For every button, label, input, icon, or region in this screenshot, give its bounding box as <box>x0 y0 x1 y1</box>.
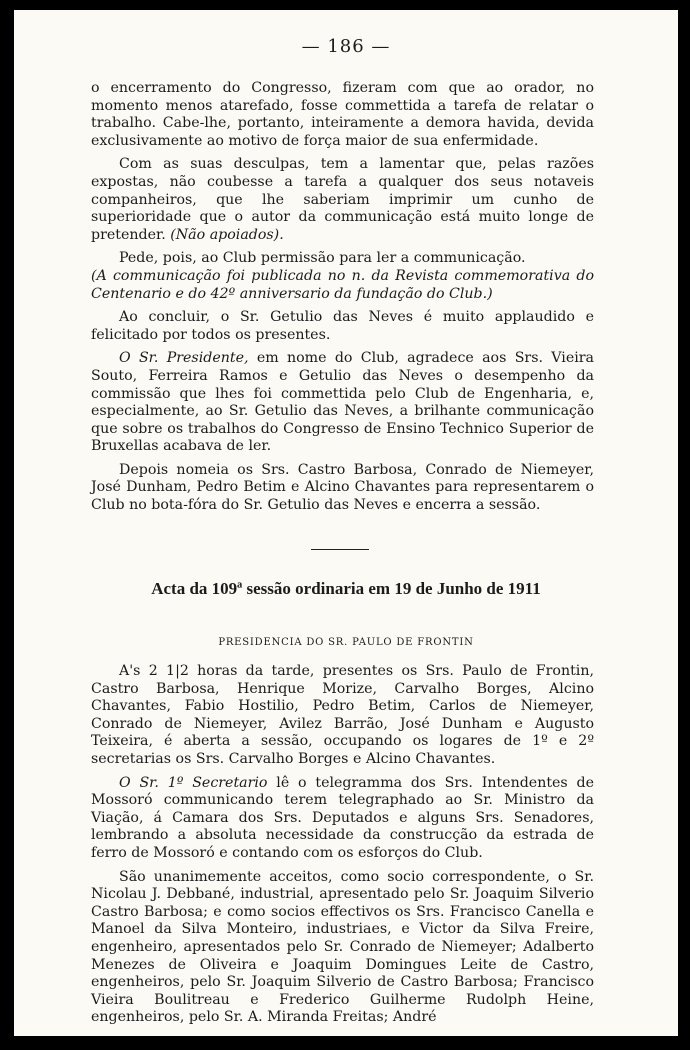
page-number: — 186 — <box>301 36 391 57</box>
section-previous-session <box>91 80 594 515</box>
speaker-name: O Sr. Presidente, <box>119 350 249 367</box>
paragraph <box>91 350 594 456</box>
italic-remark: (A communicação foi publicada no n. da Revista commemorativa do Centenario e do 42º anniversario da fundação do Club.) <box>91 267 594 302</box>
paragraph-text: lê o telegramma dos Srs. Intendentes de Mossoró communicando terem telegraphado ao Sr. Ministro da Viação, á Camara dos Srs. Deputados e alguns Srs. Senadores, lembrando a absoluta necessidade da construcção da estrada de ferro de Mossoró e contando com os esforços do Club. <box>91 774 594 861</box>
paragraph-text: Com as suas desculpas, tem a lamentar que, pelas razões expostas, não coubesse a tarefa a qualquer dos seus notaveis companheiros, que lhe saberiam imprimir um cunho de superioridade que o autor da communicação está muito longe de pretender. <box>91 156 594 243</box>
paragraph <box>91 156 594 244</box>
paragraph: o encerramento do Congresso, fizeram com que ao orador, no momento menos atarefado, fosse commettida a tarefa de relatar o trabalho. Cabe-lhe, portanto, inteiramente a demora havida, devida exclusivamente ao motivo de força maior de sua enfermidade. <box>91 80 594 149</box>
paragraph: Depois nomeia os Srs. Castro Barbosa, Conrado de Niemeyer, José Dunham, Pedro Betim e Alcino Chavantes para representarem o Club no bota-fóra do Sr. Getulio das Neves e encerra a sessão. <box>91 461 594 514</box>
presidency-subheading: PRESIDENCIA DO SR. PAULO DE FRONTIN <box>218 637 474 648</box>
paragraph: Ao concluir, o Sr. Getulio das Neves é muito applaudido e felicitado por todos os presentes. <box>91 309 594 343</box>
minutes-heading: Acta da 109ª sessão ordinaria em 19 de Junho de 1911 <box>151 579 541 598</box>
paragraph-text: em nome do Club, agradece aos Srs. Vieira Souto, Ferreira Ramos e Getulio das Neves o desempenho da commissão que lhes foi commettida pelo Club de Engenharia, e, especialmente, ao Sr. Getulio das Neves, a brilhante communicação que sobre os trabalhos do Congresso de Ensino Technico Superior de Bruxellas acabava de ler. <box>91 350 595 455</box>
section-session-minutes <box>91 663 594 1027</box>
section-divider <box>311 549 369 550</box>
paragraph: São unanimemente acceitos, como socio correspondente, o Sr. Nicolau J. Debbané, industrial, apresentado pelo Sr. Joaquim Silverio Castro Barbosa; e como socios effectivos os Srs. Francisco Canella e Manoel da Silva Monteiro, industriaes, e Victor da Silva Freire, engenheiro, apresentados pelo Sr. Conrado de Niemeyer; Adalberto Menezes de Oliveira e Joaquim Domingues Leite de Castro, engenheiros, pelo Sr. Joaquim Silverio de Castro Barbosa; Francisco Vieira Boulitreau e Frederico Guilherme Rudolph Heine, engenheiros, pelo Sr. A. Miranda Freitas; André <box>91 868 594 1026</box>
paragraph <box>91 775 594 863</box>
speaker-name: O Sr. 1º Secretario <box>119 774 268 791</box>
page-text <box>14 10 678 1036</box>
paragraph <box>91 250 594 303</box>
document-page <box>14 10 678 1036</box>
paragraph-text: Pede, pois, ao Club permissão para ler a communicação. <box>119 250 526 267</box>
paragraph: A's 2 1|2 horas da tarde, presentes os Srs. Paulo de Frontin, Castro Barbosa, Henrique Morize, Carvalho Borges, Alcino Chavantes, Fabio Hostilio, Pedro Betim, Carlos de Niemeyer, Conrado de Niemeyer, Avilez Barrão, José Dunham e Augusto Teixeira, é aberta a sessão, occupando os logares de 1º e 2º secretarias os Srs. Carvalho Borges e Alcino Chavantes. <box>91 663 594 767</box>
italic-remark: (Não apoiados). <box>170 226 284 243</box>
